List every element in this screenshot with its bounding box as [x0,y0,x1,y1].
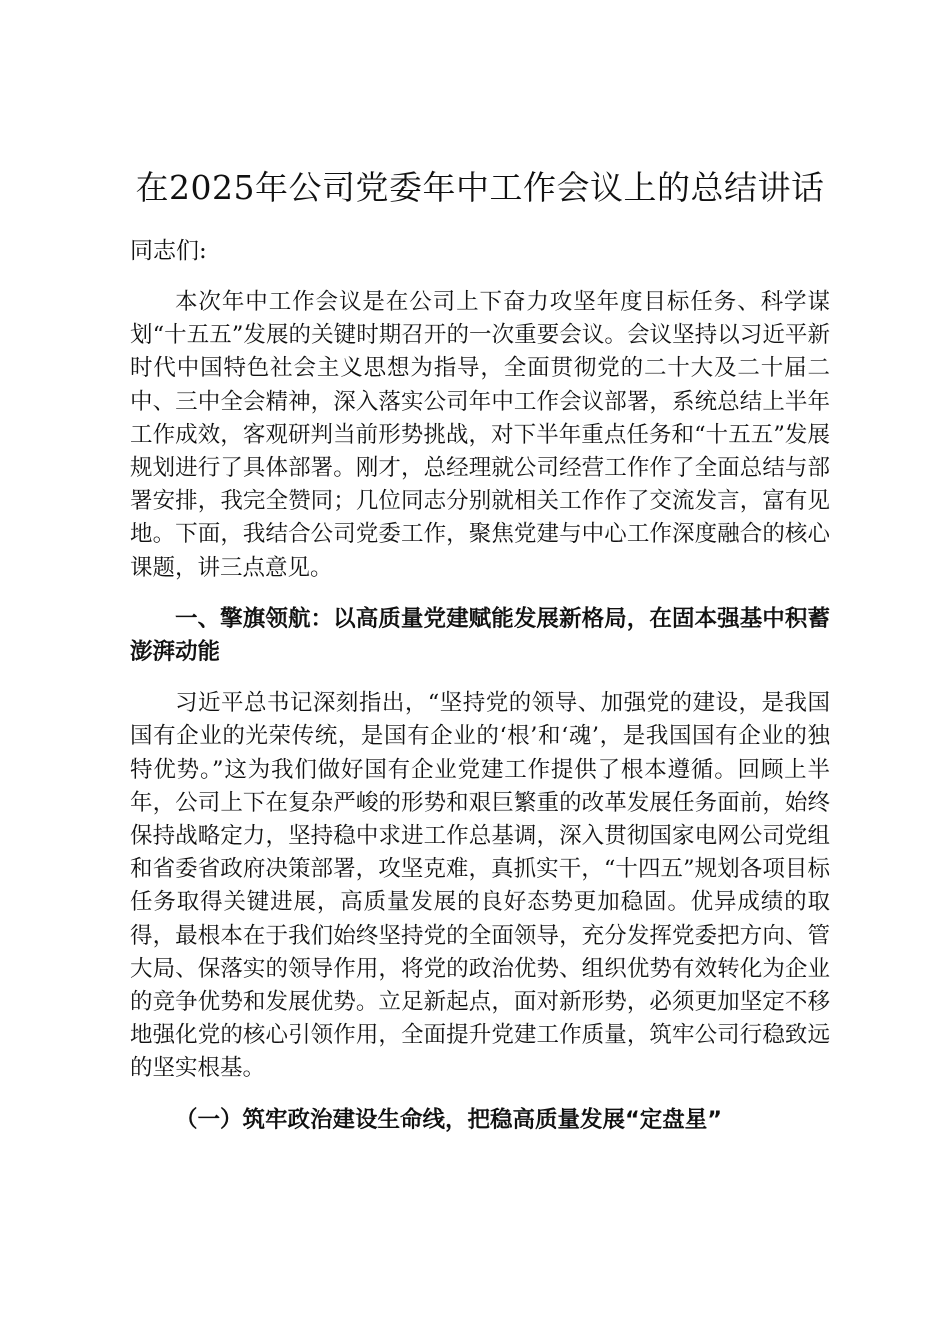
salutation: 同志们: [130,238,207,264]
section-heading-1: 一、擎旗领航：以高质量党建赋能发展新格局，在固本强基中积蓄澎湃动能 [130,605,830,666]
document-title: 在2025年公司党委年中工作会议上的总结讲话 [135,168,825,207]
subsection-heading-1: （一）筑牢政治建设生命线，把稳高质量发展“定盘星” [175,1106,723,1133]
document-body [130,164,830,1137]
section-1-paragraph: 习近平总书记深刻指出，“坚持党的领导、加强党的建设，是我国国有企业的光荣传统，是国有企业的‘根’和‘魂’，是我国国有企业的独特优势。”这为我们做好国有企业党建工作提供了根本遵循。回顾上半年，公司上下在复杂严峻的形势和艰巨繁重的改革发展任务面前，始终保持战略定力，坚持稳中求进工作总基调，深入贯彻国家电网公司党组和省委省政府决策部署，攻坚克难，真抓实干，“十四五”规划各项目标任务取得关键进展，高质量发展的良好态势更加稳固。优异成绩的取得，最根本在于我们始终坚持党的全面领导，充分发挥党委把方向、管大局、保落实的领导作用，将党的政治优势、组织优势有效转化为企业的竞争优势和发展优势。立足新起点，面对新形势，必须更加坚定不移地强化党的核心引领作用，全面提升党建工作质量，筑牢公司行稳致远的坚实根基。 [130,690,830,1082]
intro-paragraph: 本次年中工作会议是在公司上下奋力攻坚年度目标任务、科学谋划“十五五”发展的关键时期召开的一次重要会议。会议坚持以习近平新时代中国特色社会主义思想为指导，全面贯彻党的二十大及二十届二中、三中全会精神，深入落实公司年中工作会议部署，系统总结上半年工作成效，客观研判当前形势挑战，对下半年重点任务和“十五五”发展规划进行了具体部署。刚才，总经理就公司经营工作作了全面总结与部署安排，我完全赞同；几位同志分别就相关工作作了交流发言，富有见地。下面，我结合公司党委工作，聚焦党建与中心工作深度融合的核心课题，讲三点意见。 [130,289,830,581]
